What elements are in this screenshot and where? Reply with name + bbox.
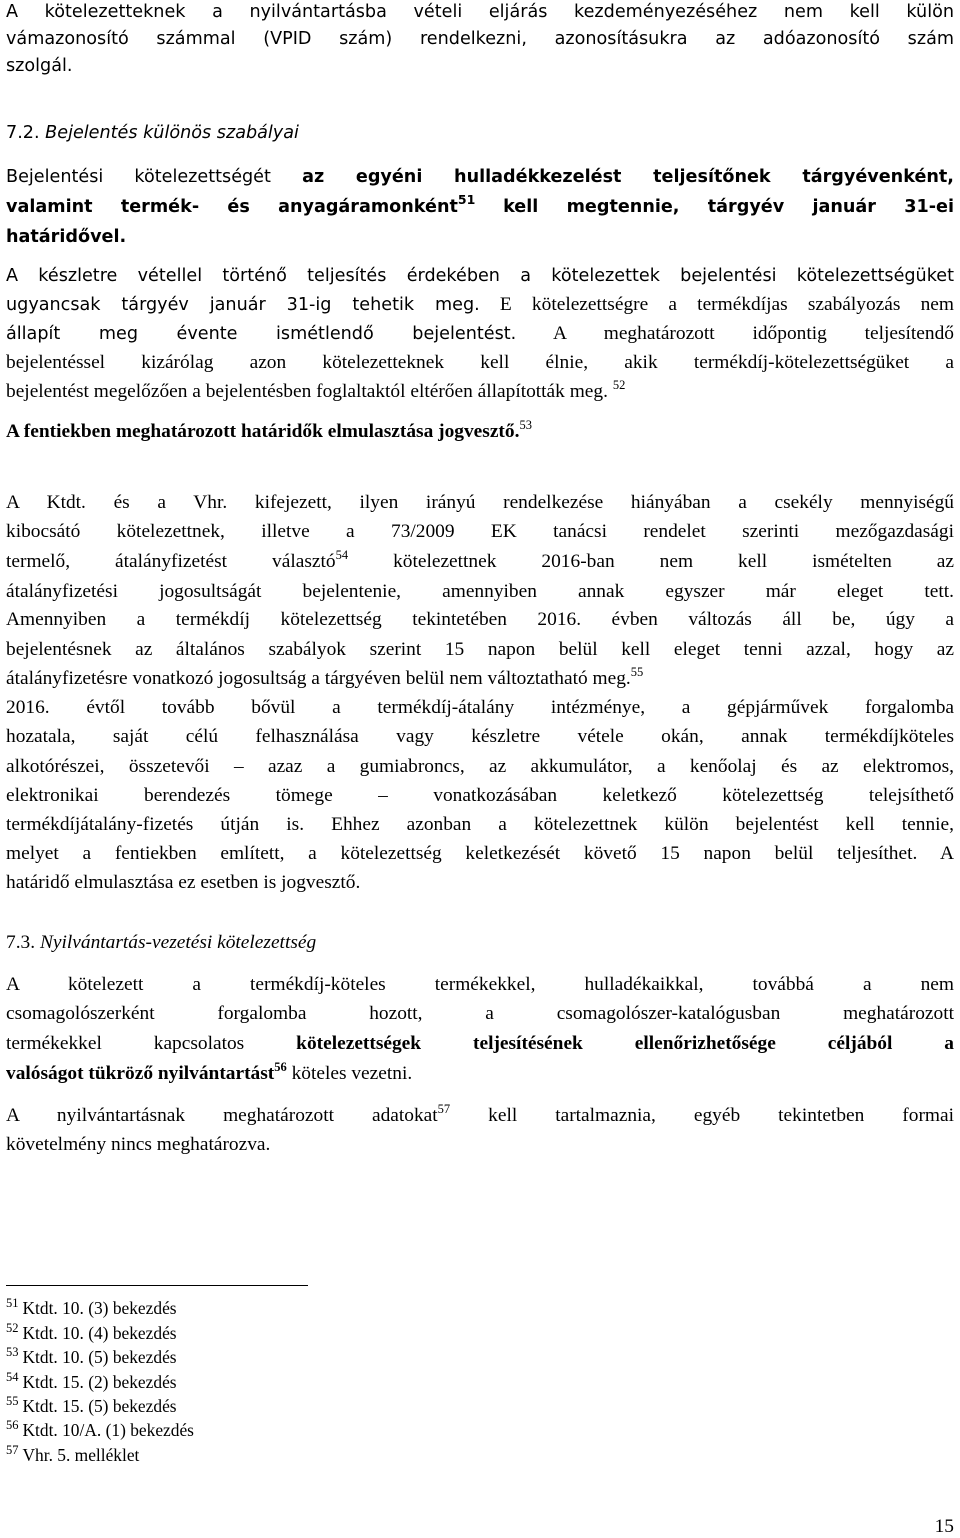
paragraph-4-line-12: termékdíjátalány-fizetés útján is. Ehhez azonban a kötelezettnek külön bejelentést kell tennie, [6,814,954,835]
section-number: 7.2. [6,123,40,143]
footnote-ref-51[interactable]: 51 [457,192,476,207]
paragraph-4-line-4: átalányfizetési jogosultságát bejelentenie, amennyiben annak egyszer már eleget tett. [6,581,954,602]
footnote-53: $^{53}$ Ktdt. 10. (5) bekezdés [6,1345,177,1367]
paragraph-5-line-3: termékekkel kapcsolatos kötelezettségek teljesítésének ellenőrizhetősége céljából a [6,1033,954,1054]
paragraph-2-line-2: valamint termék- és anyagáramonként$^{51}$ kell megtennie, tárgyév január 31-ei [6,192,955,217]
footnote-separator [6,1285,308,1286]
paragraph-4-line-3: termelő, átalányfizetést választó$^{54}$ kötelezettnek 2016-ban nem kell ismételten az [6,548,954,572]
footnote-55: $^{55}$ Ktdt. 15. (5) bekezdés [6,1394,177,1416]
paragraph-3-line-4: bejelentéssel kizárólag azon kötelezetteknek kell élnie, akik termékdíj-kötelezettségüket a [6,352,954,373]
footnote-ref-56[interactable]: 56 [274,1060,287,1074]
footnote-54: $^{54}$ Ktdt. 15. (2) bekezdés [6,1370,177,1392]
section-heading-7-3 [6,931,954,955]
paragraph-4-line-9: hozatala, saját célú felhasználása vagy készletre vétele okán, annak termékdíjköteles [6,726,954,747]
paragraph-4-line-7: átalányfizetésre vonatkozó jogosultság a tárgyéven belül nem változtatható meg.$^{55}$ [6,665,644,689]
paragraph-4-line-13: melyet a fentiekben említett, a kötelezettség keletkezését követő 15 napon belül teljesíthet. A [6,843,954,864]
section-title: Bejelentés különös szabályai [45,123,299,143]
paragraph-1-line-2: vámazonosító számmal (VPID szám) rendelkezni, azonosításukra az adóazonosító szám [6,29,954,49]
footnote-56: $^{56}$ Ktdt. 10/A. (1) bekezdés [6,1418,194,1440]
paragraph-4-line-5: Amennyiben a termékdíj kötelezettség tekintetében 2016. évben változás áll be, úgy a [6,609,954,630]
section-number: 7.3. [6,932,36,953]
paragraph-4-line-6: bejelentésnek az általános szabályok szerint 15 napon belül kell eleget tenni azzal, hogy az [6,639,954,660]
footnote-ref-54[interactable]: 54 [335,548,349,562]
paragraph-3-line-2: ugyancsak tárgyév január 31-ig tehetik meg. E kötelezettségre a termékdíjas szabályozás nem [6,294,954,315]
paragraph-4-line-11: elektronikai berendezés tömege – vonatkozásában keletkező kötelezettség telejsíthető [6,785,954,806]
paragraph-4-line-8: 2016. évtől tovább bővül a termékdíj-átalány intézménye, a gépjárművek forgalomba [6,697,954,718]
paragraph-1-line-3: szolgál. [6,56,73,76]
paragraph-3-line-3: állapít meg évente ismétlendő bejelentést. A meghatározott időpontig teljesítendő [6,323,955,344]
paragraph-2-line-3: határidővel. [6,227,127,247]
paragraph-2-line-1: Bejelentési kötelezettségét az egyéni hulladékkezelést teljesítőnek tárgyévenként, [6,167,954,187]
footnote-52: $^{52}$ Ktdt. 10. (4) bekezdés [6,1321,177,1343]
section-heading-7-2 [6,121,954,145]
paragraph-5-line-2: csomagolószerként forgalomba hozott, a csomagolószer-katalógusban meghatározott [6,1003,954,1024]
paragraph-3-line-5: bejelentést megelőzően a bejelentésben foglaltaktól eltérően állapították meg. $^{52}$ [6,378,626,402]
paragraph-6-line-2: követelmény nincs meghatározva. [6,1134,271,1155]
footnote-57: $^{57}$ Vhr. 5. melléklet [6,1443,140,1465]
paragraph-6-line-1: A nyilvántartásnak meghatározott adatokat$^{57}$ kell tartalmaznia, egyéb tekintetben formai [6,1102,954,1126]
footnote-51: $^{51}$ Ktdt. 10. (3) bekezdés [6,1296,177,1318]
paragraph-5-line-1: A kötelezett a termékdíj-köteles termékekkel, hulladékaikkal, továbbá a nem [6,974,954,995]
paragraph-3-line-6: A fentiekben meghatározott határidők elmulasztása jogvesztő.$^{53}$ [6,418,532,442]
paragraph-4-line-1: A Ktdt. és a Vhr. kifejezett, ilyen irányú rendelkezése hiányában a csekély mennyiségű [6,492,954,513]
paragraph-4-line-14: határidő elmulasztása ez esetben is jogvesztő. [6,872,361,893]
page-number: 15 [934,1516,954,1537]
footnote-ref-55[interactable]: 55 [630,665,644,679]
footnote-ref-53[interactable]: 53 [519,418,532,432]
paragraph-4-line-10: alkotórészei, összetevői – azaz a gumiabroncs, az akkumulátor, a kenőolaj és az elektromos, [6,756,954,777]
paragraph-4-line-2: kibocsátó kötelezettnek, illetve a 73/2009 EK tanácsi rendelet szerinti mezőgazdasági [6,521,954,542]
footnote-ref-57[interactable]: 57 [437,1102,451,1116]
footnote-ref-52[interactable]: 52 [612,378,626,392]
section-title: Nyilvántartás-vezetési kötelezettség [39,932,317,953]
paragraph-3-line-1: A készletre vétellel történő teljesítés érdekében a kötelezettek bejelentési kötelezettségüket [6,266,954,286]
paragraph-1-line-1: A kötelezetteknek a nyilvántartásba vételi eljárás kezdeményezéséhez nem kell külön [6,2,954,22]
paragraph-5-line-4: valóságot tükröző nyilvántartást$^{56}$ köteles vezetni. [6,1060,413,1084]
